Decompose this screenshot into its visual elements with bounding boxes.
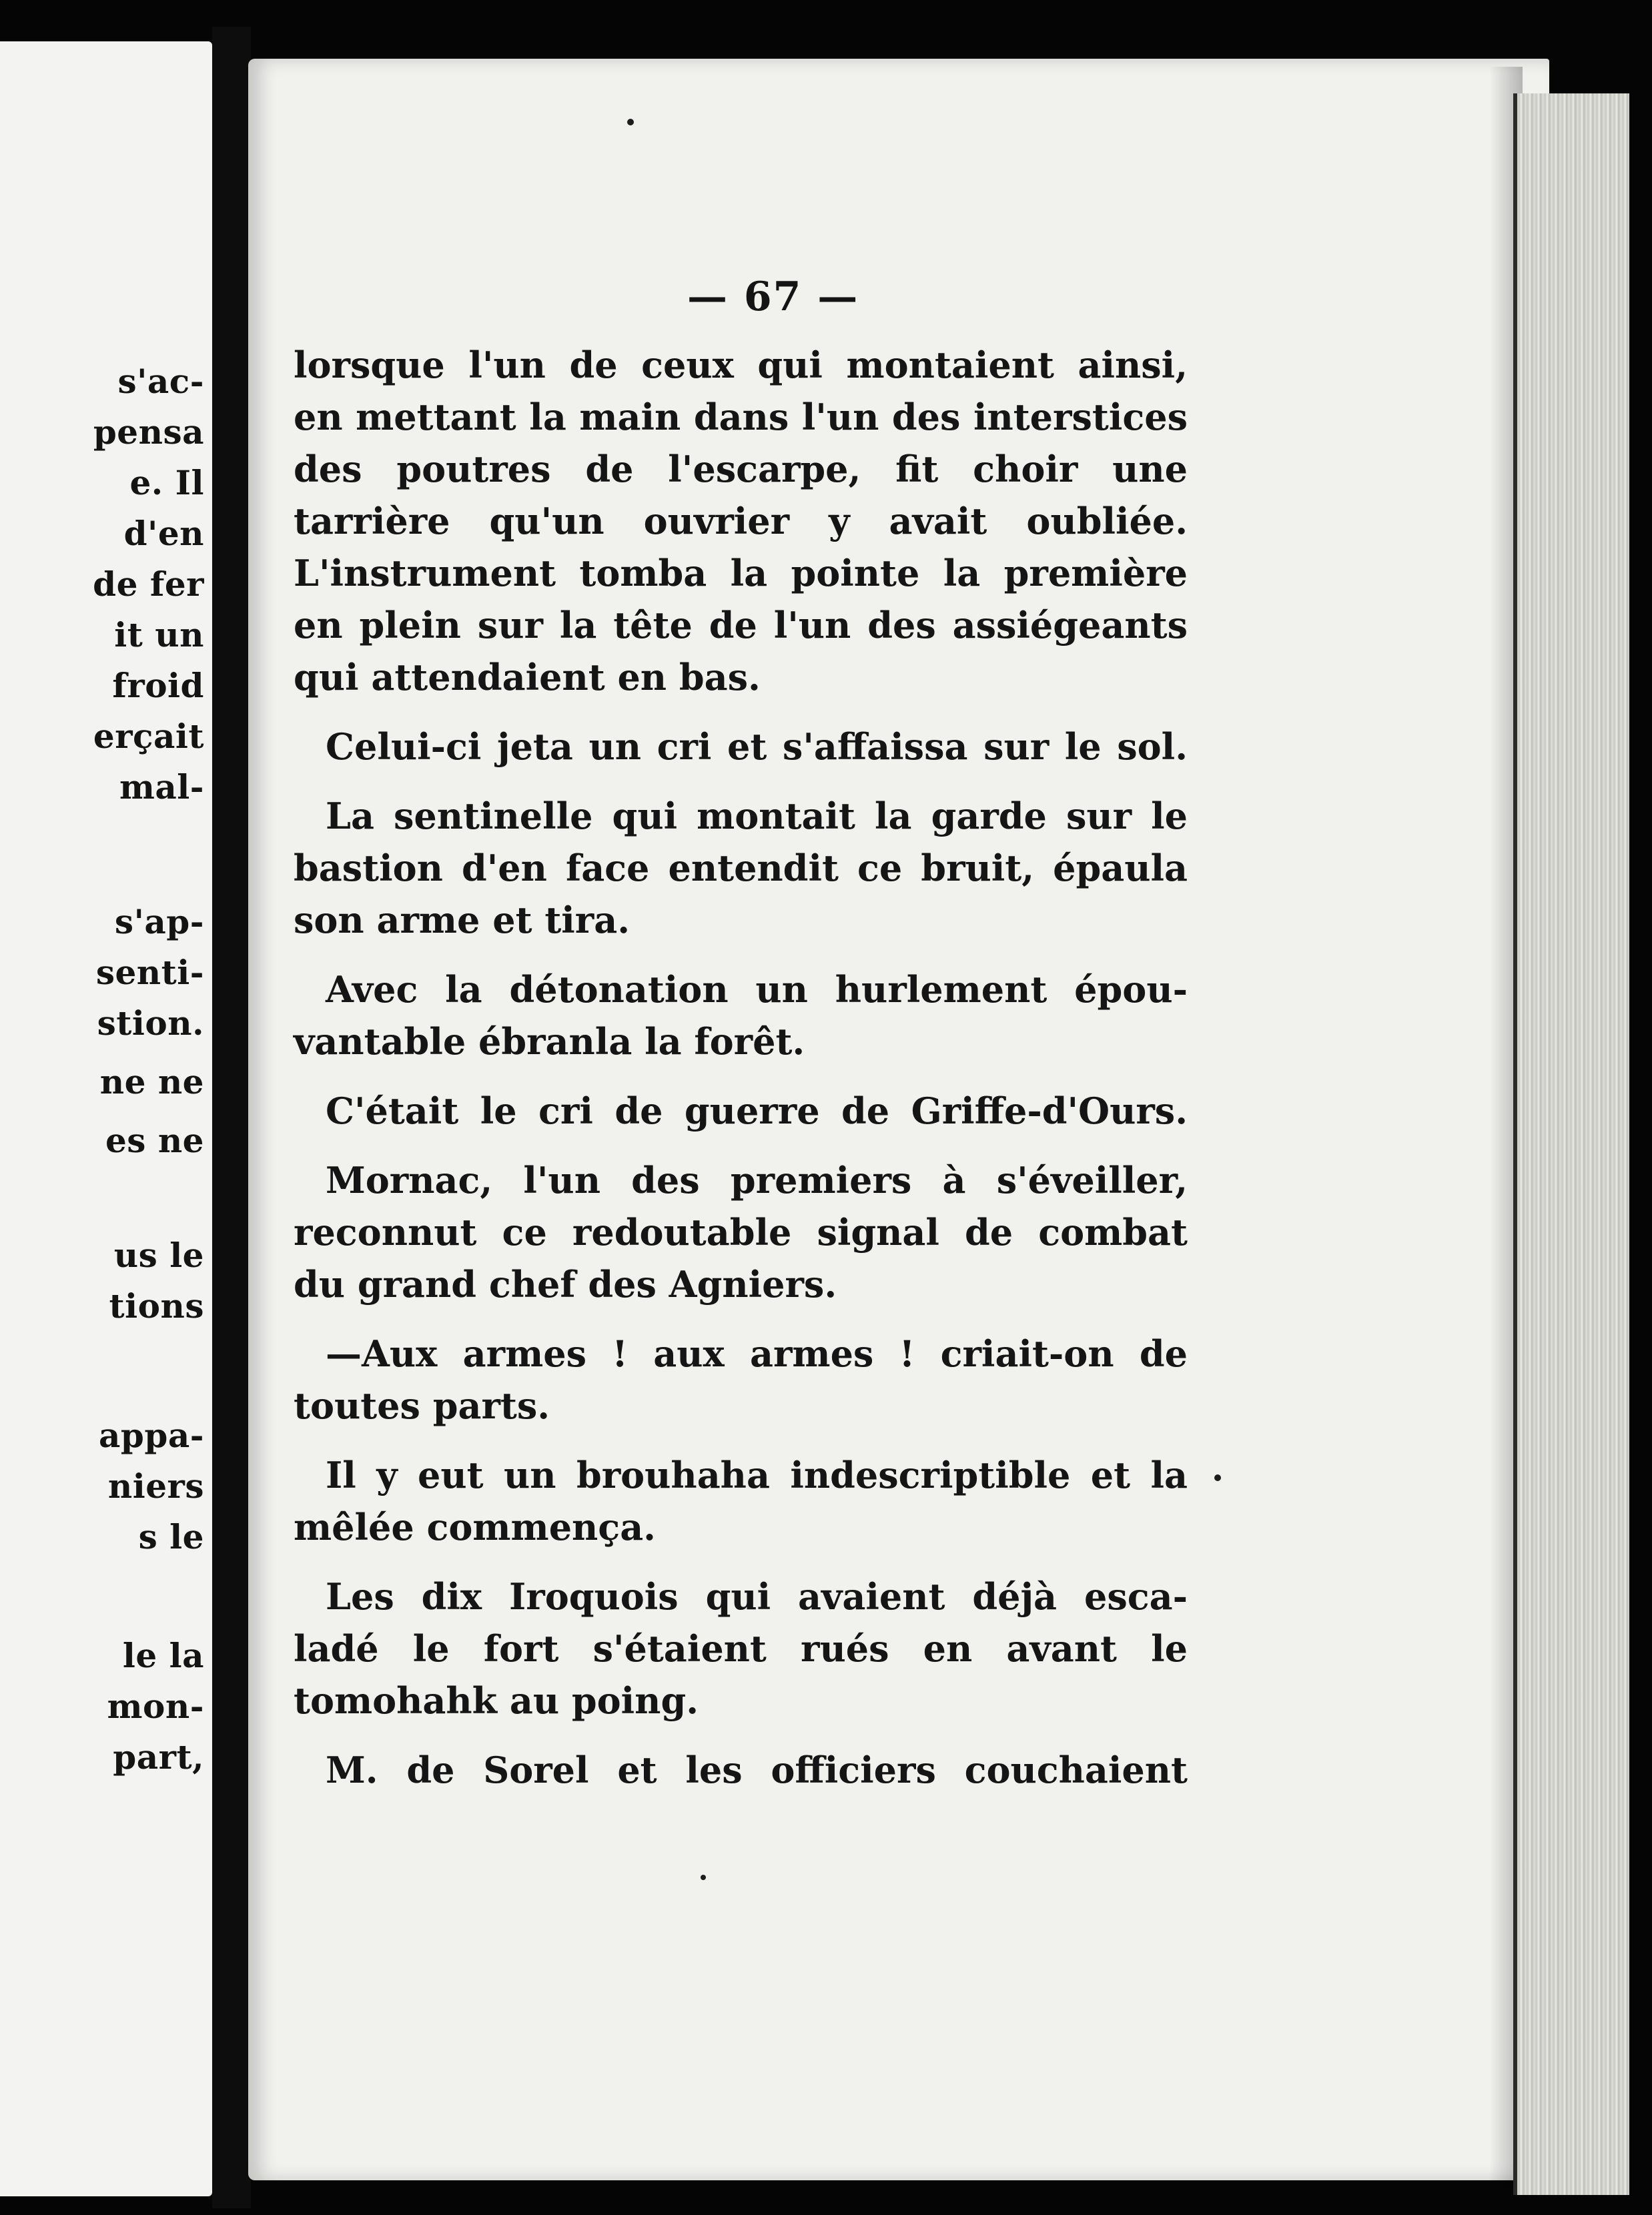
text-line: —Aux armes ! aux armes ! criait-on de	[326, 1332, 1188, 1375]
text-line: son arme et tira.	[294, 899, 631, 941]
text-line: mêlée commença.	[294, 1506, 656, 1548]
text-line: Les dix Iroquois qui avaient déjà esca-	[326, 1575, 1188, 1618]
left-page-line: de fer	[93, 564, 204, 604]
paragraph	[294, 1449, 1188, 1553]
print-speck	[627, 119, 634, 125]
text-line: du grand chef des Agniers.	[294, 1263, 837, 1306]
text-line: tomohahk au poing.	[294, 1679, 699, 1722]
text-line: Mornac, l'un des premiers à s'éveiller,	[326, 1159, 1188, 1202]
left-page-line: s'ap-	[114, 902, 204, 941]
left-page-line: mal-	[119, 767, 204, 807]
book-spine-gutter	[212, 27, 251, 2208]
left-page-line: s le	[138, 1517, 204, 1557]
left-page-line: stion.	[97, 1003, 204, 1043]
text-line: L'instrument tomba la pointe la première	[294, 552, 1188, 594]
left-page-line: pensa	[93, 412, 204, 452]
body-text	[294, 339, 1188, 1813]
left-page-line: le la	[122, 1636, 204, 1675]
paragraph	[294, 1571, 1188, 1727]
left-page-line: tions	[109, 1286, 204, 1326]
print-speck	[701, 1875, 706, 1880]
left-page-line: senti-	[95, 953, 204, 992]
text-line: Avec la détonation un hurlement épou-	[326, 968, 1188, 1011]
left-page-line: d'en	[123, 514, 204, 553]
paragraph	[294, 339, 1188, 703]
paragraph	[294, 1328, 1188, 1432]
left-page-line: niers	[107, 1466, 204, 1506]
text-line: des poutres de l'escarpe, fit choir une	[294, 448, 1188, 490]
left-page-line: erçait	[93, 717, 204, 756]
left-page-line: part,	[113, 1737, 204, 1777]
text-line: tarrière qu'un ouvrier y avait oubliée.	[294, 500, 1188, 542]
paragraph	[294, 963, 1188, 1067]
left-page-line: mon-	[107, 1687, 204, 1726]
left-page-line: s'ac-	[117, 362, 204, 401]
page-edges	[1513, 93, 1629, 2195]
text-line: C'était le cri de guerre de Griffe-d'Ours.	[326, 1089, 1188, 1132]
left-page	[0, 41, 212, 2196]
text-line: bastion d'en face entendit ce bruit, épaula	[294, 847, 1188, 889]
left-page-line: us le	[113, 1236, 204, 1275]
left-page-line: ne ne	[99, 1062, 204, 1101]
text-line: Celui-ci jeta un cri et s'affaissa sur le sol.	[326, 725, 1188, 768]
paragraph	[294, 1744, 1188, 1796]
left-page-line: appa-	[99, 1416, 204, 1455]
paragraph	[294, 1154, 1188, 1310]
text-line: ladé le fort s'étaient rués en avant le	[294, 1627, 1188, 1670]
text-line: toutes parts.	[294, 1384, 550, 1427]
text-line: vantable ébranla la forêt.	[294, 1020, 805, 1063]
left-page-line: froid	[112, 666, 204, 705]
page-number: — 67 —	[687, 274, 859, 320]
text-line: qui attendaient en bas.	[294, 656, 761, 699]
text-line: en mettant la main dans l'un des interstices	[294, 396, 1188, 438]
left-page-line: it un	[114, 615, 204, 654]
paragraph	[294, 1085, 1188, 1137]
text-line: M. de Sorel et les officiers couchaient	[326, 1749, 1188, 1791]
text-line: lorsque l'un de ceux qui montaient ainsi,	[294, 344, 1188, 386]
text-line: Il y eut un brouhaha indescriptible et la	[326, 1454, 1188, 1496]
left-page-line: e. Il	[129, 463, 204, 502]
paragraph	[294, 790, 1188, 946]
print-speck	[1214, 1474, 1221, 1481]
text-line: en plein sur la tête de l'un des assiégeants	[294, 604, 1188, 646]
text-line: La sentinelle qui montait la garde sur le	[326, 795, 1188, 837]
left-page-line: es ne	[105, 1121, 204, 1160]
paragraph	[294, 721, 1188, 773]
text-line: reconnut ce redoutable signal de combat	[294, 1211, 1188, 1254]
